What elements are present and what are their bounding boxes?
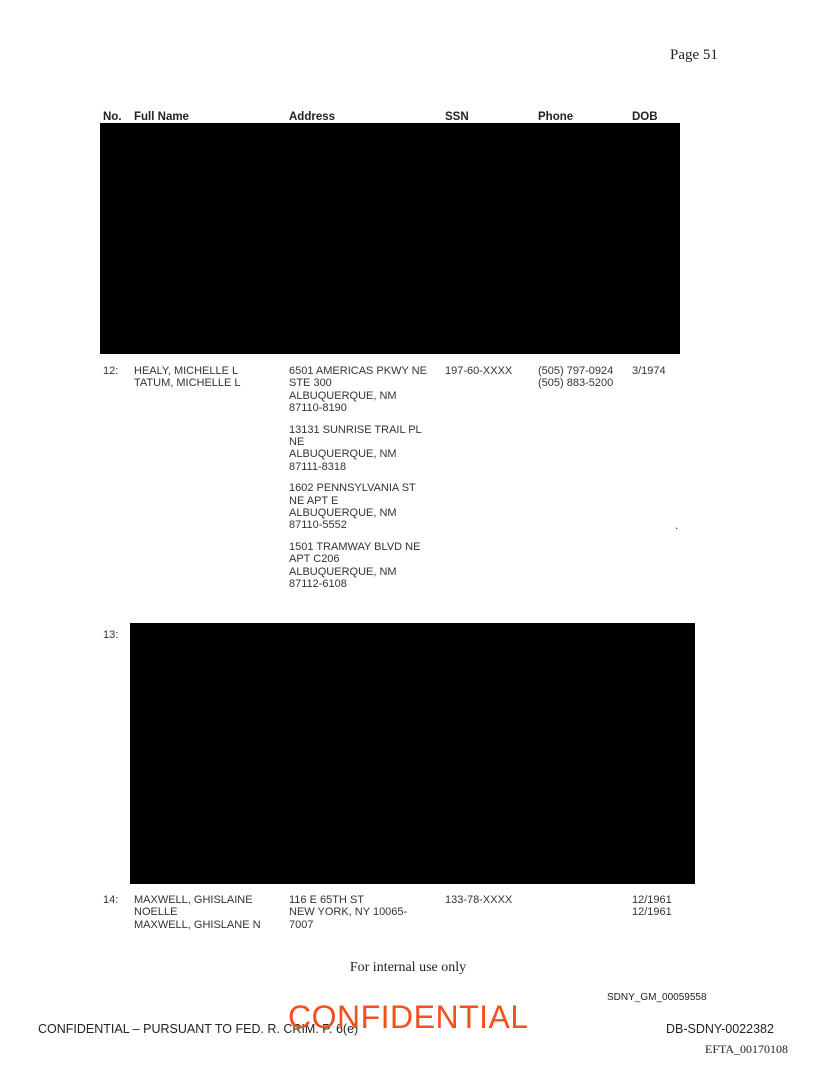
confidential-stamp: CONFIDENTIAL — [288, 999, 529, 1035]
header-ssn: SSN — [445, 111, 469, 123]
address-entry: 6501 AMERICAS PKWY NE STE 300 ALBUQUERQUE, NM 87110-8190 — [289, 365, 427, 415]
dob: 12/1961 12/1961 — [632, 894, 672, 919]
stray-mark: . — [675, 518, 679, 532]
efta-number: EFTA_00170108 — [705, 1042, 789, 1056]
redaction-block-top — [100, 123, 680, 354]
address-entry: 116 E 65TH ST NEW YORK, NY 10065- 7007 — [289, 894, 408, 931]
full-names: MAXWELL, GHISLAINE NOELLE MAXWELL, GHISLANE N — [134, 894, 261, 931]
dob: 3/1974 — [632, 365, 666, 377]
header-full-name: Full Name — [134, 111, 189, 123]
internal-use-note: For internal use only — [349, 960, 467, 975]
page-number: Page 51 — [670, 47, 718, 63]
row-number: 12: — [103, 365, 119, 377]
header-address: Address — [289, 111, 336, 123]
row-number: 14: — [103, 894, 119, 906]
header-phone: Phone — [538, 111, 574, 123]
ssn: 133-78-XXXX — [445, 894, 513, 906]
bates-number-db: DB-SDNY-0022382 — [666, 1022, 774, 1036]
address-entry: 1602 PENNSYLVANIA ST NE APT E ALBUQUERQUE, NM 87110-5552 — [289, 482, 416, 532]
header-no: No. — [103, 111, 122, 123]
ssn: 197-60-XXXX — [445, 365, 513, 377]
full-names: HEALY, MICHELLE L TATUM, MICHELLE L — [134, 365, 241, 390]
redaction-block-row-13 — [130, 623, 695, 884]
address-entry: 1501 TRAMWAY BLVD NE APT C206 ALBUQUERQUE, NM 87112-6108 — [289, 540, 421, 591]
row-number: 13: — [103, 629, 119, 641]
confidential-notice: CONFIDENTIAL – PURSUANT TO FED. R. CRIM. P. 6(e) — [38, 1022, 359, 1036]
header-dob: DOB — [632, 111, 658, 123]
bates-number-sdny: SDNY_GM_00059558 — [607, 992, 707, 1003]
address-entry: 13131 SUNRISE TRAIL PL NE ALBUQUERQUE, NM 87111-8318 — [289, 423, 422, 473]
phone-numbers: (505) 797-0924 (505) 883-5200 — [538, 365, 614, 390]
address-list — [289, 365, 449, 600]
